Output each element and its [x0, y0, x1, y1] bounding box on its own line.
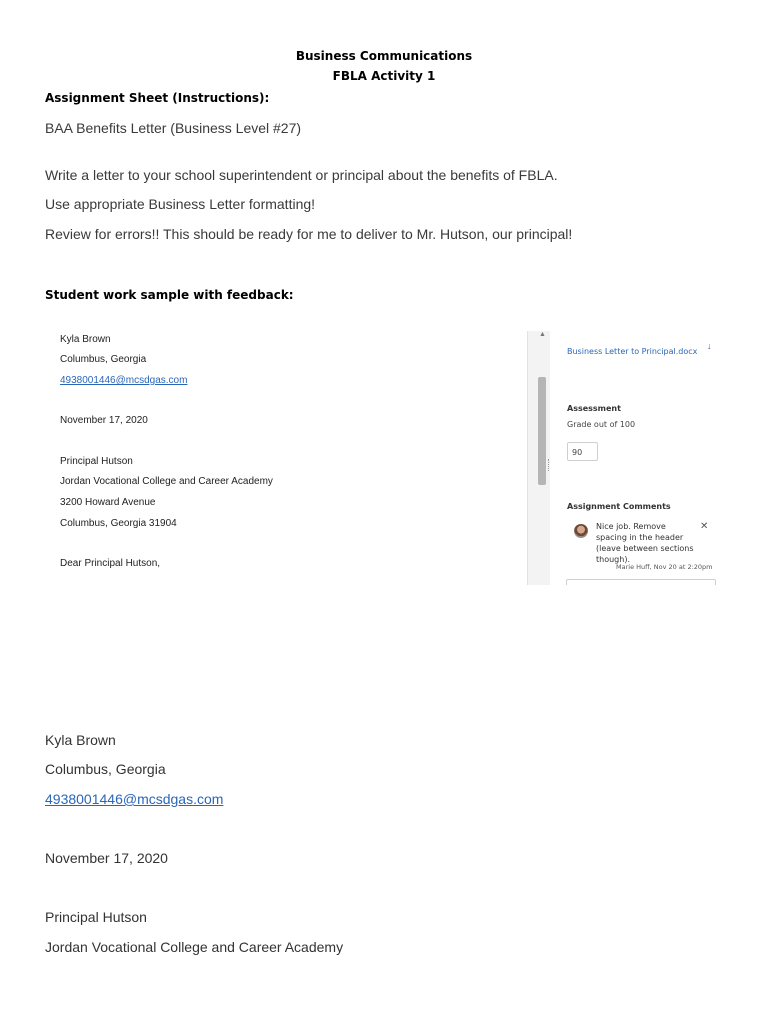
- comments-heading: Assignment Comments: [567, 502, 671, 511]
- document-title: Business Communications: [295, 49, 473, 63]
- document-subtitle: FBLA Activity 1: [332, 69, 436, 83]
- grade-input[interactable]: 90: [567, 442, 598, 461]
- shot-letter-city-zip: Columbus, Georgia 31904: [60, 518, 177, 529]
- letter-school: Jordan Vocational College and Career Academy: [45, 939, 344, 955]
- shot-letter-recipient: Principal Hutson: [60, 456, 133, 467]
- screenshot-document-pane: [45, 331, 527, 585]
- screenshot-scrollbar[interactable]: [527, 331, 550, 585]
- shot-letter-email-link[interactable]: 4938001446@mcsdgas.com: [60, 375, 188, 386]
- shot-letter-date: November 17, 2020: [60, 415, 148, 426]
- letter-email-link[interactable]: 4938001446@mcsdgas.com: [45, 791, 224, 807]
- shot-letter-name: Kyla Brown: [60, 334, 111, 345]
- instruction-line-1: Write a letter to your school superintendent or principal about the benefits of FBLA.: [45, 167, 558, 183]
- submission-screenshot: [45, 331, 719, 585]
- comment-text: Nice job. Remove spacing in the header (leave between sections though).: [596, 522, 694, 564]
- shot-letter-street: 3200 Howard Avenue: [60, 497, 156, 508]
- submitted-file-link[interactable]: Business Letter to Principal.docx: [567, 347, 698, 356]
- grade-label: Grade out of 100: [567, 420, 636, 429]
- instruction-line-3: Review for errors!! This should be ready for me to deliver to Mr. Hutson, our principal!: [45, 226, 573, 242]
- instruction-line-2: Use appropriate Business Letter formatting!: [45, 196, 316, 212]
- screenshot-sidebar: [550, 331, 719, 585]
- commenter-avatar: [574, 524, 588, 538]
- shot-letter-salutation: Dear Principal Hutson,: [60, 558, 161, 569]
- letter-date: November 17, 2020: [45, 850, 168, 866]
- letter-recipient: Principal Hutson: [45, 909, 147, 925]
- shot-letter-school: Jordan Vocational College and Career Academy: [60, 476, 273, 487]
- sample-heading: Student work sample with feedback:: [45, 288, 294, 302]
- download-icon[interactable]: ↓: [707, 341, 712, 351]
- shot-letter-city: Columbus, Georgia: [60, 354, 147, 365]
- scrollbar-thumb[interactable]: [538, 377, 546, 485]
- comment-textarea[interactable]: [566, 579, 716, 585]
- letter-name: Kyla Brown: [45, 732, 116, 748]
- instructions-heading: Assignment Sheet (Instructions):: [45, 91, 270, 105]
- assignment-name: BAA Benefits Letter (Business Level #27): [45, 120, 302, 136]
- close-icon[interactable]: ✕: [700, 521, 709, 532]
- comment-meta: Marie Huff, Nov 20 at 2:20pm: [616, 563, 713, 571]
- assessment-heading: Assessment: [567, 404, 621, 413]
- scroll-up-icon[interactable]: ▲: [539, 331, 546, 338]
- letter-city: Columbus, Georgia: [45, 761, 166, 777]
